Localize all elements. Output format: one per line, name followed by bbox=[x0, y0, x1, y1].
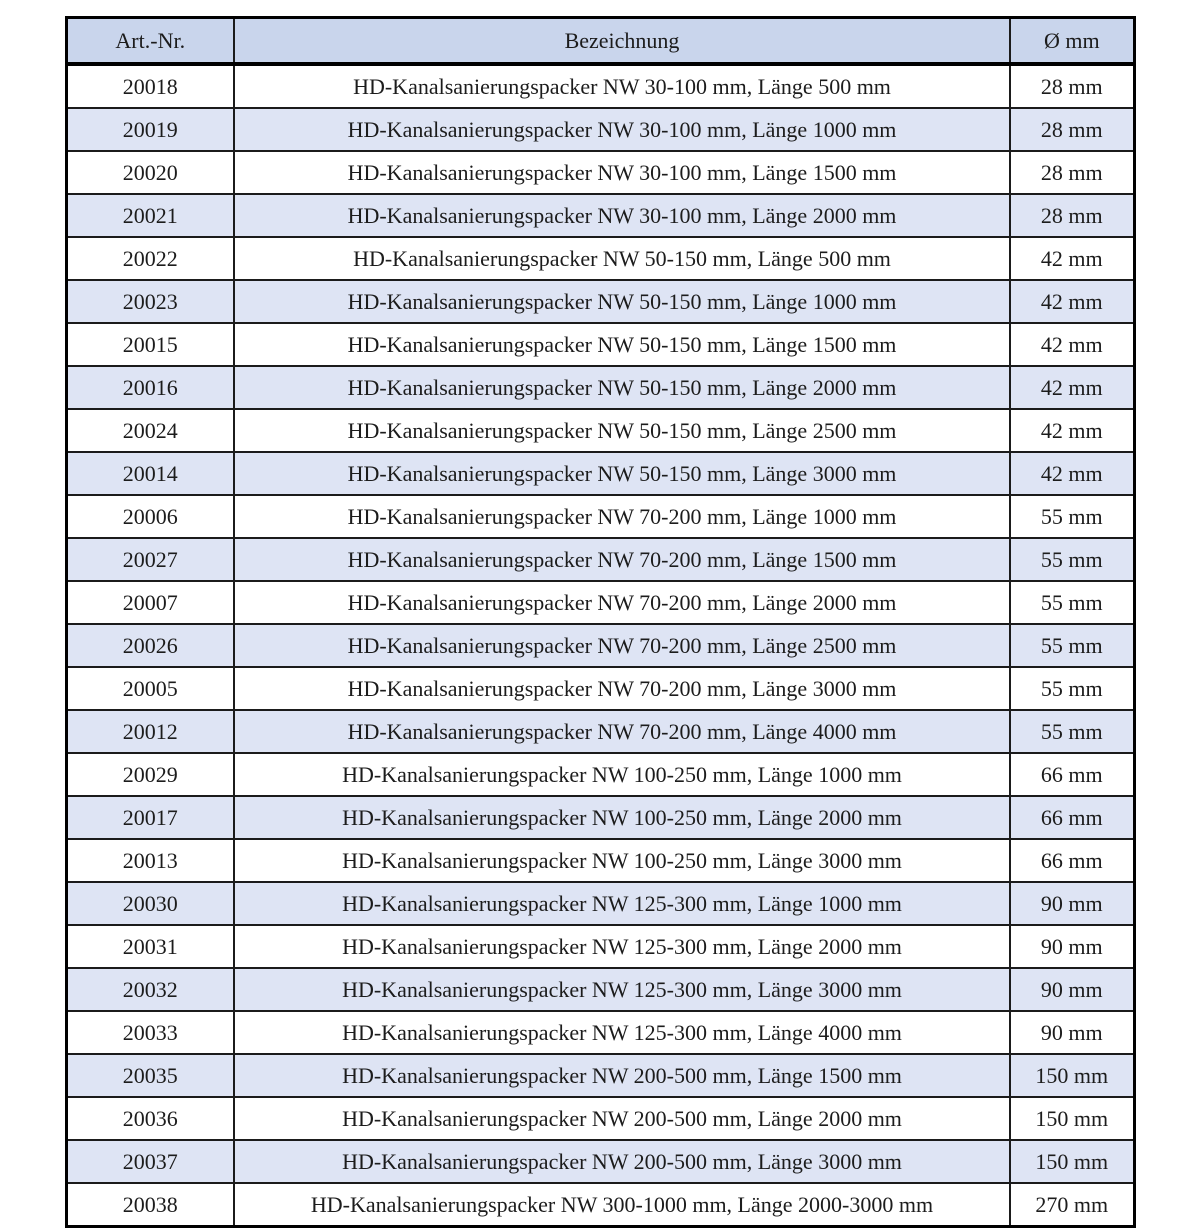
art-nr-cell: 20015 bbox=[66, 323, 234, 366]
table-body bbox=[66, 64, 1134, 1227]
diameter-cell: 55 mm bbox=[1010, 495, 1134, 538]
product-table bbox=[65, 16, 1136, 1228]
table-row bbox=[66, 237, 1134, 280]
bezeichnung-cell: HD-Kanalsanierungspacker NW 100-250 mm, Länge 3000 mm bbox=[234, 839, 1010, 882]
art-nr-cell: 20035 bbox=[66, 1054, 234, 1097]
bezeichnung-cell: HD-Kanalsanierungspacker NW 50-150 mm, Länge 2000 mm bbox=[234, 366, 1010, 409]
bezeichnung-cell: HD-Kanalsanierungspacker NW 50-150 mm, Länge 2500 mm bbox=[234, 409, 1010, 452]
diameter-cell: 150 mm bbox=[1010, 1097, 1134, 1140]
diameter-cell: 66 mm bbox=[1010, 839, 1134, 882]
art-nr-cell: 20007 bbox=[66, 581, 234, 624]
table-row bbox=[66, 452, 1134, 495]
table-row bbox=[66, 108, 1134, 151]
diameter-cell: 42 mm bbox=[1010, 366, 1134, 409]
bezeichnung-cell: HD-Kanalsanierungspacker NW 30-100 mm, Länge 1000 mm bbox=[234, 108, 1010, 151]
art-nr-cell: 20037 bbox=[66, 1140, 234, 1183]
header-bezeichnung: Bezeichnung bbox=[234, 18, 1010, 65]
diameter-cell: 42 mm bbox=[1010, 409, 1134, 452]
art-nr-cell: 20018 bbox=[66, 64, 234, 108]
art-nr-cell: 20033 bbox=[66, 1011, 234, 1054]
table-row bbox=[66, 1011, 1134, 1054]
bezeichnung-cell: HD-Kanalsanierungspacker NW 50-150 mm, Länge 1500 mm bbox=[234, 323, 1010, 366]
header-art-nr: Art.-Nr. bbox=[66, 18, 234, 65]
bezeichnung-cell: HD-Kanalsanierungspacker NW 70-200 mm, Länge 3000 mm bbox=[234, 667, 1010, 710]
art-nr-cell: 20036 bbox=[66, 1097, 234, 1140]
table-row bbox=[66, 1183, 1134, 1227]
diameter-cell: 55 mm bbox=[1010, 581, 1134, 624]
diameter-cell: 42 mm bbox=[1010, 452, 1134, 495]
diameter-cell: 270 mm bbox=[1010, 1183, 1134, 1227]
diameter-cell: 28 mm bbox=[1010, 64, 1134, 108]
bezeichnung-cell: HD-Kanalsanierungspacker NW 125-300 mm, Länge 3000 mm bbox=[234, 968, 1010, 1011]
table-row bbox=[66, 194, 1134, 237]
diameter-cell: 90 mm bbox=[1010, 882, 1134, 925]
table-row bbox=[66, 839, 1134, 882]
table-row bbox=[66, 280, 1134, 323]
table-row bbox=[66, 1140, 1134, 1183]
art-nr-cell: 20027 bbox=[66, 538, 234, 581]
diameter-cell: 66 mm bbox=[1010, 753, 1134, 796]
bezeichnung-cell: HD-Kanalsanierungspacker NW 70-200 mm, Länge 2000 mm bbox=[234, 581, 1010, 624]
table-row bbox=[66, 925, 1134, 968]
art-nr-cell: 20030 bbox=[66, 882, 234, 925]
art-nr-cell: 20022 bbox=[66, 237, 234, 280]
diameter-cell: 90 mm bbox=[1010, 968, 1134, 1011]
table-header-row bbox=[66, 18, 1134, 65]
bezeichnung-cell: HD-Kanalsanierungspacker NW 200-500 mm, Länge 1500 mm bbox=[234, 1054, 1010, 1097]
art-nr-cell: 20032 bbox=[66, 968, 234, 1011]
diameter-cell: 150 mm bbox=[1010, 1140, 1134, 1183]
bezeichnung-cell: HD-Kanalsanierungspacker NW 125-300 mm, Länge 1000 mm bbox=[234, 882, 1010, 925]
art-nr-cell: 20020 bbox=[66, 151, 234, 194]
bezeichnung-cell: HD-Kanalsanierungspacker NW 50-150 mm, Länge 1000 mm bbox=[234, 280, 1010, 323]
bezeichnung-cell: HD-Kanalsanierungspacker NW 125-300 mm, Länge 4000 mm bbox=[234, 1011, 1010, 1054]
table-row bbox=[66, 323, 1134, 366]
diameter-cell: 55 mm bbox=[1010, 624, 1134, 667]
art-nr-cell: 20014 bbox=[66, 452, 234, 495]
header-diameter: Ø mm bbox=[1010, 18, 1134, 65]
diameter-cell: 90 mm bbox=[1010, 1011, 1134, 1054]
bezeichnung-cell: HD-Kanalsanierungspacker NW 300-1000 mm, Länge 2000-3000 mm bbox=[234, 1183, 1010, 1227]
table-row bbox=[66, 581, 1134, 624]
bezeichnung-cell: HD-Kanalsanierungspacker NW 100-250 mm, Länge 2000 mm bbox=[234, 796, 1010, 839]
art-nr-cell: 20029 bbox=[66, 753, 234, 796]
bezeichnung-cell: HD-Kanalsanierungspacker NW 30-100 mm, Länge 2000 mm bbox=[234, 194, 1010, 237]
bezeichnung-cell: HD-Kanalsanierungspacker NW 70-200 mm, Länge 4000 mm bbox=[234, 710, 1010, 753]
bezeichnung-cell: HD-Kanalsanierungspacker NW 70-200 mm, Länge 2500 mm bbox=[234, 624, 1010, 667]
bezeichnung-cell: HD-Kanalsanierungspacker NW 30-100 mm, Länge 1500 mm bbox=[234, 151, 1010, 194]
art-nr-cell: 20013 bbox=[66, 839, 234, 882]
table-row bbox=[66, 882, 1134, 925]
bezeichnung-cell: HD-Kanalsanierungspacker NW 70-200 mm, Länge 1500 mm bbox=[234, 538, 1010, 581]
table-row bbox=[66, 64, 1134, 108]
art-nr-cell: 20031 bbox=[66, 925, 234, 968]
art-nr-cell: 20006 bbox=[66, 495, 234, 538]
table-row bbox=[66, 968, 1134, 1011]
art-nr-cell: 20021 bbox=[66, 194, 234, 237]
diameter-cell: 28 mm bbox=[1010, 194, 1134, 237]
bezeichnung-cell: HD-Kanalsanierungspacker NW 125-300 mm, Länge 2000 mm bbox=[234, 925, 1010, 968]
art-nr-cell: 20026 bbox=[66, 624, 234, 667]
bezeichnung-cell: HD-Kanalsanierungspacker NW 200-500 mm, Länge 2000 mm bbox=[234, 1097, 1010, 1140]
art-nr-cell: 20012 bbox=[66, 710, 234, 753]
table-row bbox=[66, 624, 1134, 667]
diameter-cell: 55 mm bbox=[1010, 667, 1134, 710]
table-row bbox=[66, 1054, 1134, 1097]
table-row bbox=[66, 409, 1134, 452]
diameter-cell: 28 mm bbox=[1010, 151, 1134, 194]
table-row bbox=[66, 495, 1134, 538]
art-nr-cell: 20023 bbox=[66, 280, 234, 323]
table-row bbox=[66, 538, 1134, 581]
art-nr-cell: 20005 bbox=[66, 667, 234, 710]
table-row bbox=[66, 796, 1134, 839]
diameter-cell: 90 mm bbox=[1010, 925, 1134, 968]
table-row bbox=[66, 366, 1134, 409]
bezeichnung-cell: HD-Kanalsanierungspacker NW 50-150 mm, Länge 500 mm bbox=[234, 237, 1010, 280]
diameter-cell: 28 mm bbox=[1010, 108, 1134, 151]
table-row bbox=[66, 753, 1134, 796]
art-nr-cell: 20019 bbox=[66, 108, 234, 151]
diameter-cell: 66 mm bbox=[1010, 796, 1134, 839]
diameter-cell: 55 mm bbox=[1010, 538, 1134, 581]
diameter-cell: 42 mm bbox=[1010, 323, 1134, 366]
diameter-cell: 55 mm bbox=[1010, 710, 1134, 753]
art-nr-cell: 20024 bbox=[66, 409, 234, 452]
art-nr-cell: 20017 bbox=[66, 796, 234, 839]
bezeichnung-cell: HD-Kanalsanierungspacker NW 50-150 mm, Länge 3000 mm bbox=[234, 452, 1010, 495]
table-row bbox=[66, 710, 1134, 753]
diameter-cell: 42 mm bbox=[1010, 237, 1134, 280]
table-row bbox=[66, 1097, 1134, 1140]
bezeichnung-cell: HD-Kanalsanierungspacker NW 30-100 mm, Länge 500 mm bbox=[234, 64, 1010, 108]
diameter-cell: 150 mm bbox=[1010, 1054, 1134, 1097]
art-nr-cell: 20016 bbox=[66, 366, 234, 409]
bezeichnung-cell: HD-Kanalsanierungspacker NW 200-500 mm, Länge 3000 mm bbox=[234, 1140, 1010, 1183]
diameter-cell: 42 mm bbox=[1010, 280, 1134, 323]
table-row bbox=[66, 667, 1134, 710]
table-row bbox=[66, 151, 1134, 194]
art-nr-cell: 20038 bbox=[66, 1183, 234, 1227]
bezeichnung-cell: HD-Kanalsanierungspacker NW 100-250 mm, Länge 1000 mm bbox=[234, 753, 1010, 796]
bezeichnung-cell: HD-Kanalsanierungspacker NW 70-200 mm, Länge 1000 mm bbox=[234, 495, 1010, 538]
